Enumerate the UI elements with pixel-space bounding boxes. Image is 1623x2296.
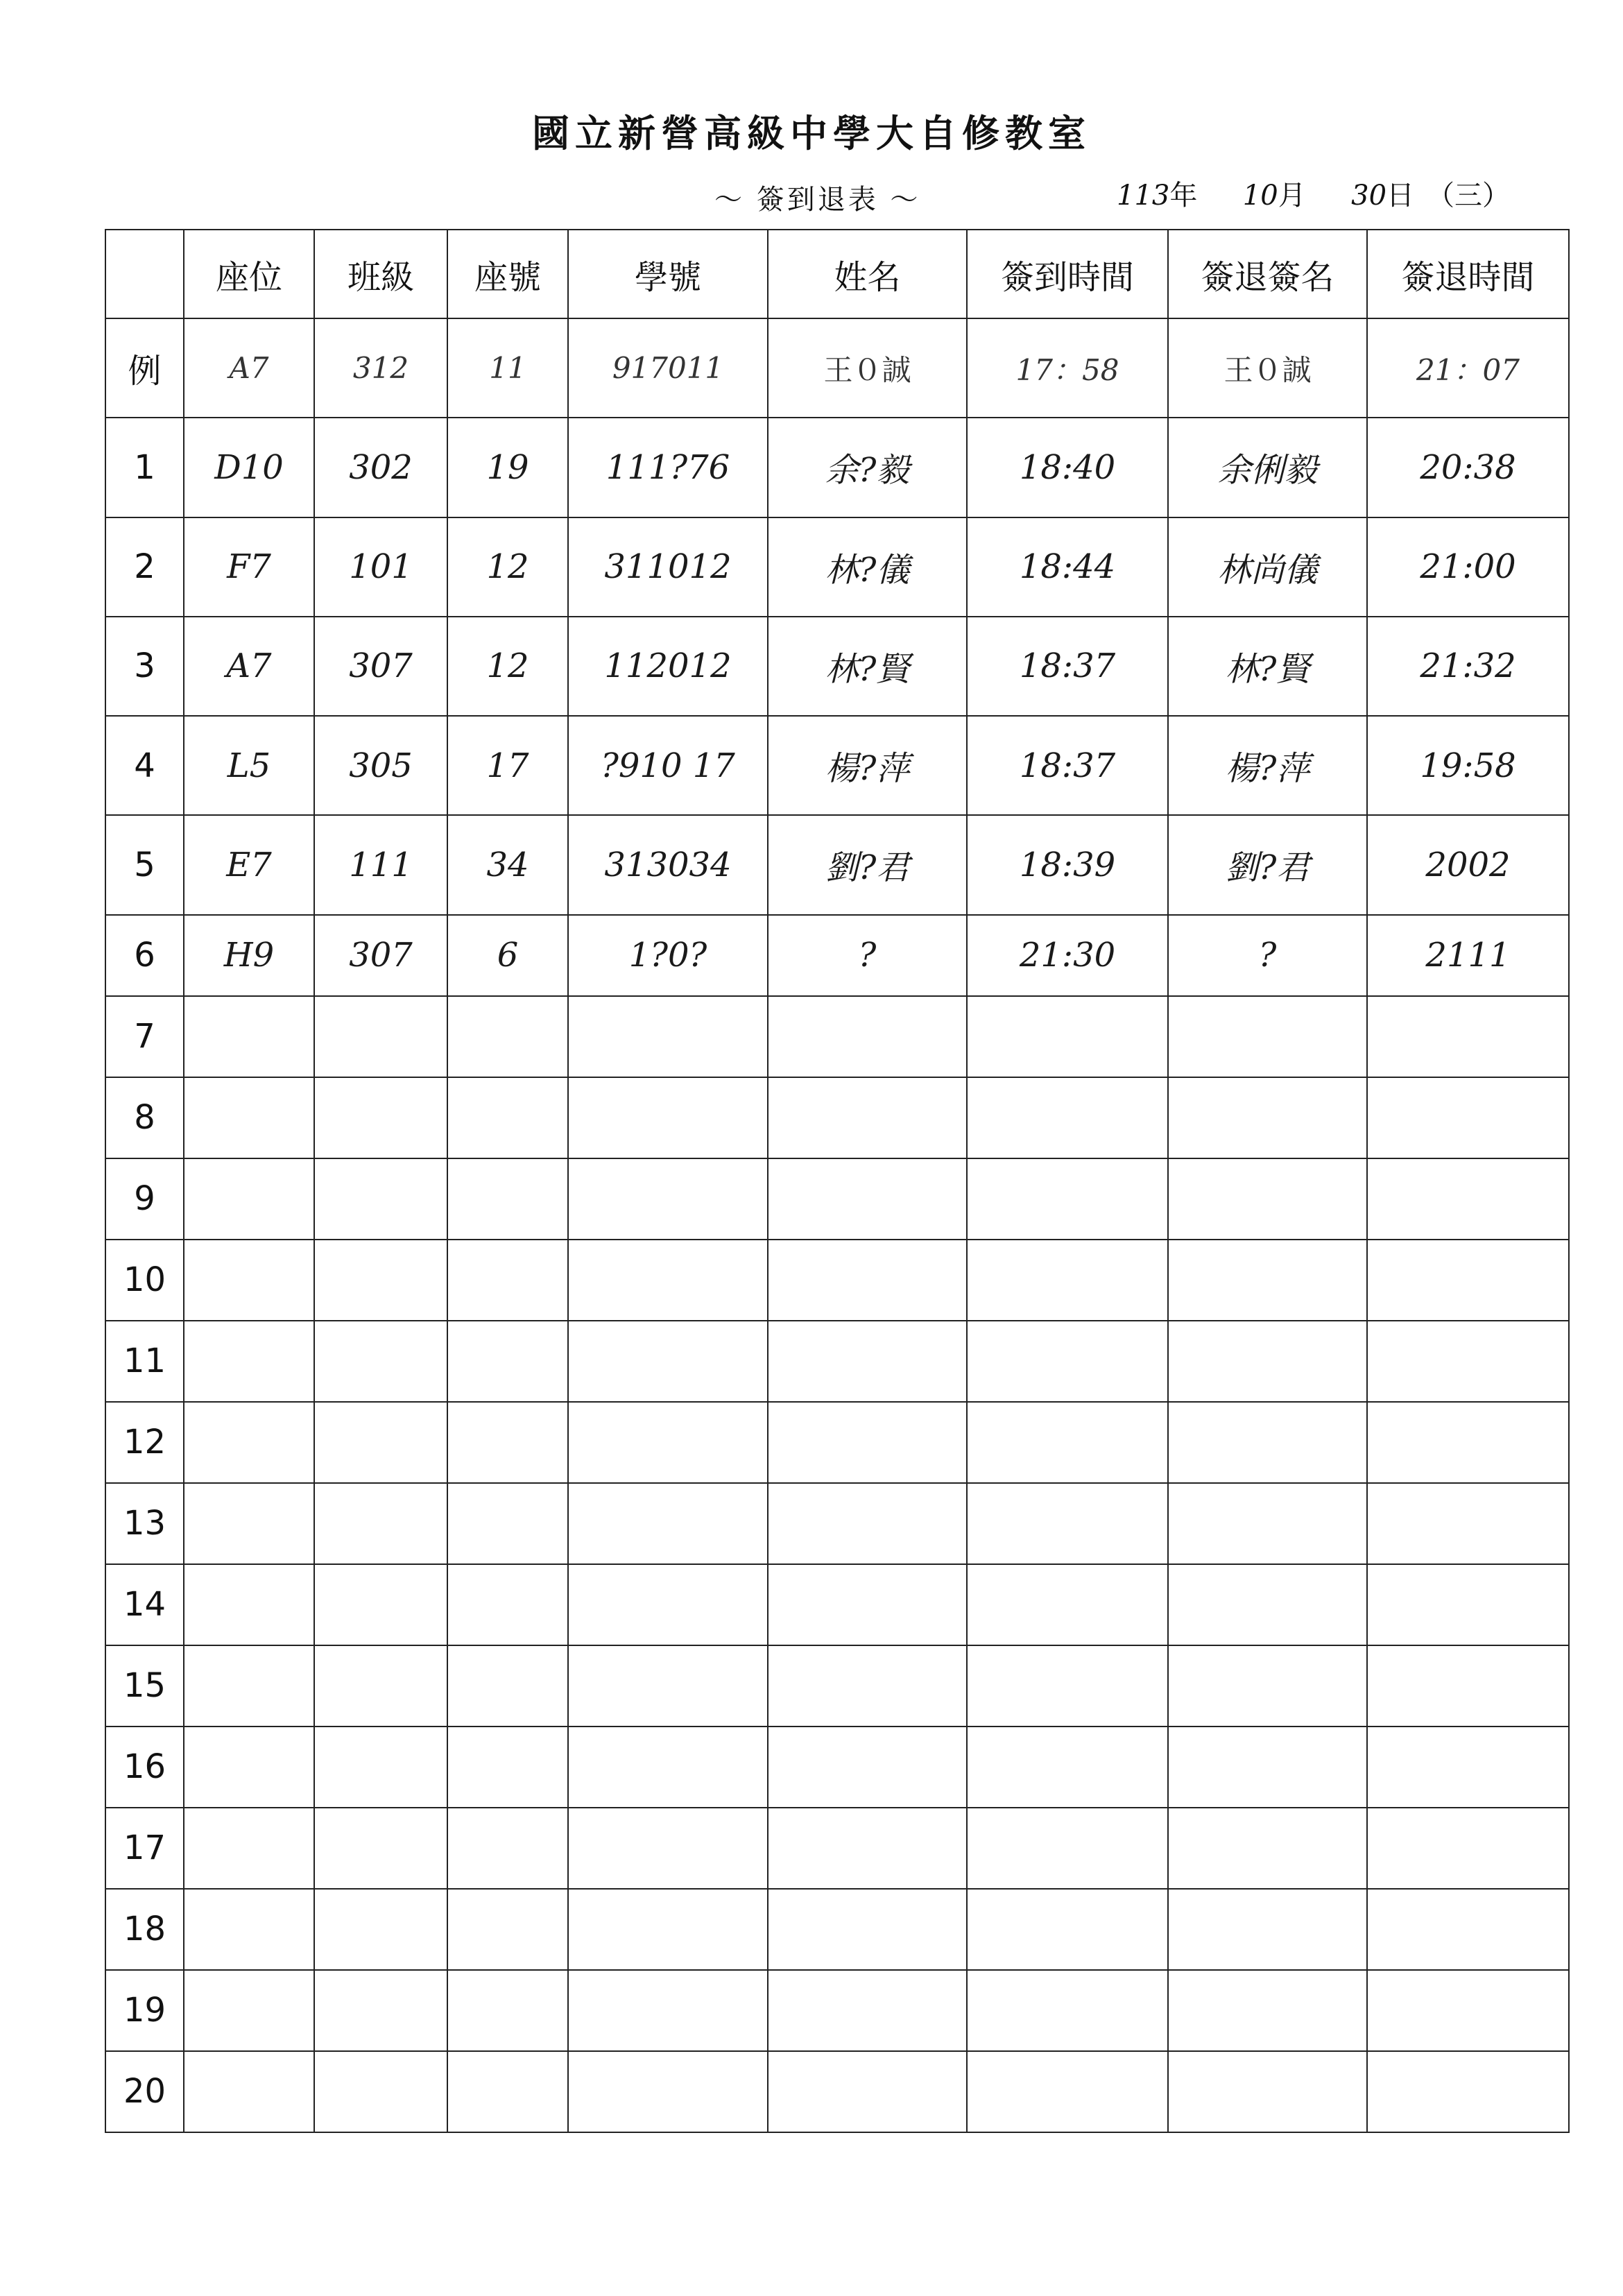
name-cell: [768, 1970, 967, 2051]
seat-cell: F7: [184, 517, 314, 617]
sign-in-time-cell: [967, 1077, 1168, 1158]
seat-no-cell: [447, 1564, 568, 1645]
seat-no-cell: [447, 1483, 568, 1564]
table-row: [105, 617, 1569, 716]
example-name: 王０誠: [768, 318, 967, 418]
page-title: 國立新營高級中學大自修教室: [532, 111, 1091, 155]
student-id-cell: 111?76: [568, 418, 768, 517]
name-cell: 楊?萍: [768, 716, 967, 815]
sign-out-time-cell: [1367, 1727, 1569, 1808]
example-class: 312: [314, 318, 447, 418]
student-id-cell: ?910 17: [568, 716, 768, 815]
date-weekday: （三）: [1427, 180, 1511, 212]
sign-out-time-cell: 20:38: [1367, 418, 1569, 517]
sign-in-time-cell: 18:44: [967, 517, 1168, 617]
seat-no-cell: [447, 1158, 568, 1240]
sign-out-name-cell: [1168, 1158, 1367, 1240]
row-number: 11: [105, 1321, 184, 1402]
date-day-unit: 日: [1386, 180, 1415, 212]
header-seat: 座位: [184, 230, 314, 318]
name-cell: [768, 996, 967, 1077]
sign-in-time-cell: [967, 1564, 1168, 1645]
seat-cell: [184, 1889, 314, 1970]
example-sign-in-time: 17：58: [967, 318, 1168, 418]
sign-out-time-cell: 21:32: [1367, 617, 1569, 716]
table-row: [105, 1402, 1569, 1483]
seat-no-cell: [447, 1727, 568, 1808]
sign-in-time-cell: [967, 1402, 1168, 1483]
seat-no-cell: [447, 1645, 568, 1727]
name-cell: [768, 1321, 967, 1402]
sign-out-time-cell: [1367, 1402, 1569, 1483]
row-number: 20: [105, 2051, 184, 2132]
student-id-cell: [568, 996, 768, 1077]
table-row: [105, 915, 1569, 996]
seat-cell: [184, 1483, 314, 1564]
student-id-cell: 1?0?: [568, 915, 768, 996]
sign-out-time-cell: [1367, 1645, 1569, 1727]
sign-out-name-cell: [1168, 1321, 1367, 1402]
row-number: 8: [105, 1077, 184, 1158]
class-cell: [314, 1889, 447, 1970]
header-student-id: 學號: [568, 230, 768, 318]
table-row: [105, 2051, 1569, 2132]
seat-cell: [184, 1727, 314, 1808]
sign-in-time-cell: [967, 1321, 1168, 1402]
seat-cell: [184, 1321, 314, 1402]
seat-no-cell: 17: [447, 716, 568, 815]
sign-out-time-cell: 2111: [1367, 915, 1569, 996]
example-sign-out-name: 王０誠: [1168, 318, 1367, 418]
row-number: 6: [105, 915, 184, 996]
header-sign-out-time: 簽退時間: [1367, 230, 1569, 318]
student-id-cell: [568, 1889, 768, 1970]
example-sign-out-time: 21：07: [1367, 318, 1569, 418]
sign-out-name-cell: ?: [1168, 915, 1367, 996]
sign-out-time-cell: [1367, 996, 1569, 1077]
name-cell: [768, 1483, 967, 1564]
seat-cell: [184, 1808, 314, 1889]
class-cell: 302: [314, 418, 447, 517]
seat-no-cell: [447, 2051, 568, 2132]
sign-in-time-cell: 18:40: [967, 418, 1168, 517]
student-id-cell: [568, 1158, 768, 1240]
student-id-cell: [568, 1727, 768, 1808]
sign-out-time-cell: 2002: [1367, 815, 1569, 914]
seat-cell: [184, 1645, 314, 1727]
row-number: 15: [105, 1645, 184, 1727]
sign-out-name-cell: 林?賢: [1168, 617, 1367, 716]
sign-out-time-cell: [1367, 1808, 1569, 1889]
student-id-cell: [568, 1240, 768, 1321]
sign-out-name-cell: [1168, 1240, 1367, 1321]
sign-out-name-cell: [1168, 1402, 1367, 1483]
class-cell: 111: [314, 815, 447, 914]
name-cell: 林?儀: [768, 517, 967, 617]
seat-cell: A7: [184, 617, 314, 716]
sign-out-name-cell: [1168, 2051, 1367, 2132]
class-cell: [314, 1808, 447, 1889]
class-cell: 101: [314, 517, 447, 617]
header-seat-no: 座號: [447, 230, 568, 318]
table-row: [105, 1240, 1569, 1321]
sign-out-time-cell: [1367, 1240, 1569, 1321]
example-label: 例: [105, 318, 184, 418]
seat-no-cell: 12: [447, 617, 568, 716]
sign-out-time-cell: 19:58: [1367, 716, 1569, 815]
student-id-cell: [568, 1321, 768, 1402]
header-corner: [105, 230, 184, 318]
date-month: 10: [1242, 180, 1278, 212]
student-id-cell: [568, 2051, 768, 2132]
name-cell: [768, 1889, 967, 1970]
sign-in-time-cell: [967, 1483, 1168, 1564]
table-row: [105, 1970, 1569, 2051]
class-cell: [314, 1321, 447, 1402]
seat-cell: [184, 1077, 314, 1158]
date-month-unit: 月: [1278, 180, 1306, 212]
date-year: 113: [1117, 180, 1170, 212]
form-subtitle: ～ 簽到退表 ～: [714, 184, 921, 216]
table-row: [105, 1564, 1569, 1645]
row-number: 9: [105, 1158, 184, 1240]
class-cell: [314, 1158, 447, 1240]
name-cell: [768, 1808, 967, 1889]
example-student-id: 917011: [568, 318, 768, 418]
row-number: 7: [105, 996, 184, 1077]
table-row: [105, 716, 1569, 815]
sign-out-time-cell: [1367, 1564, 1569, 1645]
seat-cell: [184, 996, 314, 1077]
sign-out-time-cell: [1367, 1970, 1569, 2051]
seat-no-cell: [447, 1077, 568, 1158]
header-class: 班級: [314, 230, 447, 318]
row-number: 5: [105, 815, 184, 914]
name-cell: [768, 1240, 967, 1321]
sign-out-name-cell: 楊?萍: [1168, 716, 1367, 815]
name-cell: [768, 1645, 967, 1727]
row-number: 10: [105, 1240, 184, 1321]
class-cell: 305: [314, 716, 447, 815]
seat-no-cell: [447, 1240, 568, 1321]
seat-cell: [184, 1240, 314, 1321]
sign-out-time-cell: 21:00: [1367, 517, 1569, 617]
student-id-cell: 311012: [568, 517, 768, 617]
sign-in-time-cell: 18:37: [967, 716, 1168, 815]
seat-cell: [184, 1158, 314, 1240]
seat-no-cell: 19: [447, 418, 568, 517]
table-row: [105, 1158, 1569, 1240]
sign-out-time-cell: [1367, 1889, 1569, 1970]
name-cell: ?: [768, 915, 967, 996]
class-cell: 307: [314, 617, 447, 716]
student-id-cell: [568, 1402, 768, 1483]
student-id-cell: [568, 1483, 768, 1564]
row-number: 1: [105, 418, 184, 517]
name-cell: 余?毅: [768, 418, 967, 517]
seat-cell: H9: [184, 915, 314, 996]
sign-in-time-cell: 18:37: [967, 617, 1168, 716]
row-number: 4: [105, 716, 184, 815]
name-cell: 劉?君: [768, 815, 967, 914]
sign-out-name-cell: [1168, 1077, 1367, 1158]
class-cell: [314, 996, 447, 1077]
sign-in-time-cell: 18:39: [967, 815, 1168, 914]
sign-in-time-cell: [967, 2051, 1168, 2132]
table-row: [105, 517, 1569, 617]
seat-cell: D10: [184, 418, 314, 517]
name-cell: [768, 1564, 967, 1645]
student-id-cell: 112012: [568, 617, 768, 716]
student-id-cell: [568, 1645, 768, 1727]
form-date: [1117, 173, 1510, 213]
sign-in-time-cell: [967, 1727, 1168, 1808]
sign-out-name-cell: [1168, 1564, 1367, 1645]
table-row: [105, 1483, 1569, 1564]
seat-no-cell: [447, 996, 568, 1077]
sign-out-time-cell: [1367, 1077, 1569, 1158]
example-seat-no: 11: [447, 318, 568, 418]
sign-out-name-cell: 林尚儀: [1168, 517, 1367, 617]
seat-no-cell: 34: [447, 815, 568, 914]
seat-no-cell: 12: [447, 517, 568, 617]
sign-in-time-cell: [967, 1970, 1168, 2051]
table-row: [105, 1321, 1569, 1402]
seat-cell: E7: [184, 815, 314, 914]
example-row: [105, 318, 1569, 418]
table-row: [105, 815, 1569, 914]
name-cell: [768, 1077, 967, 1158]
table-row: [105, 1727, 1569, 1808]
table-row: [105, 1077, 1569, 1158]
seat-cell: L5: [184, 716, 314, 815]
sign-out-name-cell: [1168, 1808, 1367, 1889]
row-number: 16: [105, 1727, 184, 1808]
class-cell: [314, 1077, 447, 1158]
table-row: [105, 418, 1569, 517]
sign-out-name-cell: 余俐毅: [1168, 418, 1367, 517]
sign-out-time-cell: [1367, 2051, 1569, 2132]
class-cell: [314, 2051, 447, 2132]
sign-in-time-cell: [967, 1645, 1168, 1727]
sign-out-name-cell: [1168, 1889, 1367, 1970]
class-cell: [314, 1727, 447, 1808]
row-number: 2: [105, 517, 184, 617]
sign-in-time-cell: [967, 1808, 1168, 1889]
class-cell: [314, 1564, 447, 1645]
class-cell: [314, 1483, 447, 1564]
name-cell: 林?賢: [768, 617, 967, 716]
sign-out-name-cell: [1168, 1970, 1367, 2051]
sign-out-time-cell: [1367, 1321, 1569, 1402]
sign-out-name-cell: [1168, 1727, 1367, 1808]
table-row: [105, 1645, 1569, 1727]
class-cell: [314, 1402, 447, 1483]
sign-out-name-cell: 劉?君: [1168, 815, 1367, 914]
row-number: 12: [105, 1402, 184, 1483]
seat-no-cell: [447, 1970, 568, 2051]
date-year-unit: 年: [1169, 180, 1198, 212]
student-id-cell: [568, 1077, 768, 1158]
name-cell: [768, 2051, 967, 2132]
seat-cell: [184, 1970, 314, 2051]
table-row: [105, 996, 1569, 1077]
table-row: [105, 1889, 1569, 1970]
class-cell: [314, 1240, 447, 1321]
seat-no-cell: [447, 1808, 568, 1889]
example-seat: A7: [184, 318, 314, 418]
name-cell: [768, 1402, 967, 1483]
row-number: 17: [105, 1808, 184, 1889]
seat-no-cell: [447, 1402, 568, 1483]
sign-out-name-cell: [1168, 996, 1367, 1077]
class-cell: 307: [314, 915, 447, 996]
seat-cell: [184, 1402, 314, 1483]
date-day: 30: [1351, 180, 1387, 212]
row-number: 19: [105, 1970, 184, 2051]
row-number: 13: [105, 1483, 184, 1564]
seat-no-cell: 6: [447, 915, 568, 996]
row-number: 14: [105, 1564, 184, 1645]
seat-no-cell: [447, 1321, 568, 1402]
header-sign-in-time: 簽到時間: [967, 230, 1168, 318]
name-cell: [768, 1158, 967, 1240]
class-cell: [314, 1970, 447, 2051]
seat-no-cell: [447, 1889, 568, 1970]
sign-in-time-cell: [967, 1158, 1168, 1240]
sign-out-time-cell: [1367, 1158, 1569, 1240]
row-number: 18: [105, 1889, 184, 1970]
sign-in-table: [105, 229, 1570, 2133]
header-row: [105, 230, 1569, 318]
student-id-cell: 313034: [568, 815, 768, 914]
class-cell: [314, 1645, 447, 1727]
header-sign-out-name: 簽退簽名: [1168, 230, 1367, 318]
sign-out-name-cell: [1168, 1483, 1367, 1564]
seat-cell: [184, 1564, 314, 1645]
sign-in-time-cell: 21:30: [967, 915, 1168, 996]
sign-in-time-cell: [967, 1240, 1168, 1321]
name-cell: [768, 1727, 967, 1808]
student-id-cell: [568, 1808, 768, 1889]
row-number: 3: [105, 617, 184, 716]
student-id-cell: [568, 1970, 768, 2051]
sign-out-name-cell: [1168, 1645, 1367, 1727]
sign-in-time-cell: [967, 1889, 1168, 1970]
header-name: 姓名: [768, 230, 967, 318]
sign-in-time-cell: [967, 996, 1168, 1077]
sign-out-time-cell: [1367, 1483, 1569, 1564]
seat-cell: [184, 2051, 314, 2132]
student-id-cell: [568, 1564, 768, 1645]
table-row: [105, 1808, 1569, 1889]
